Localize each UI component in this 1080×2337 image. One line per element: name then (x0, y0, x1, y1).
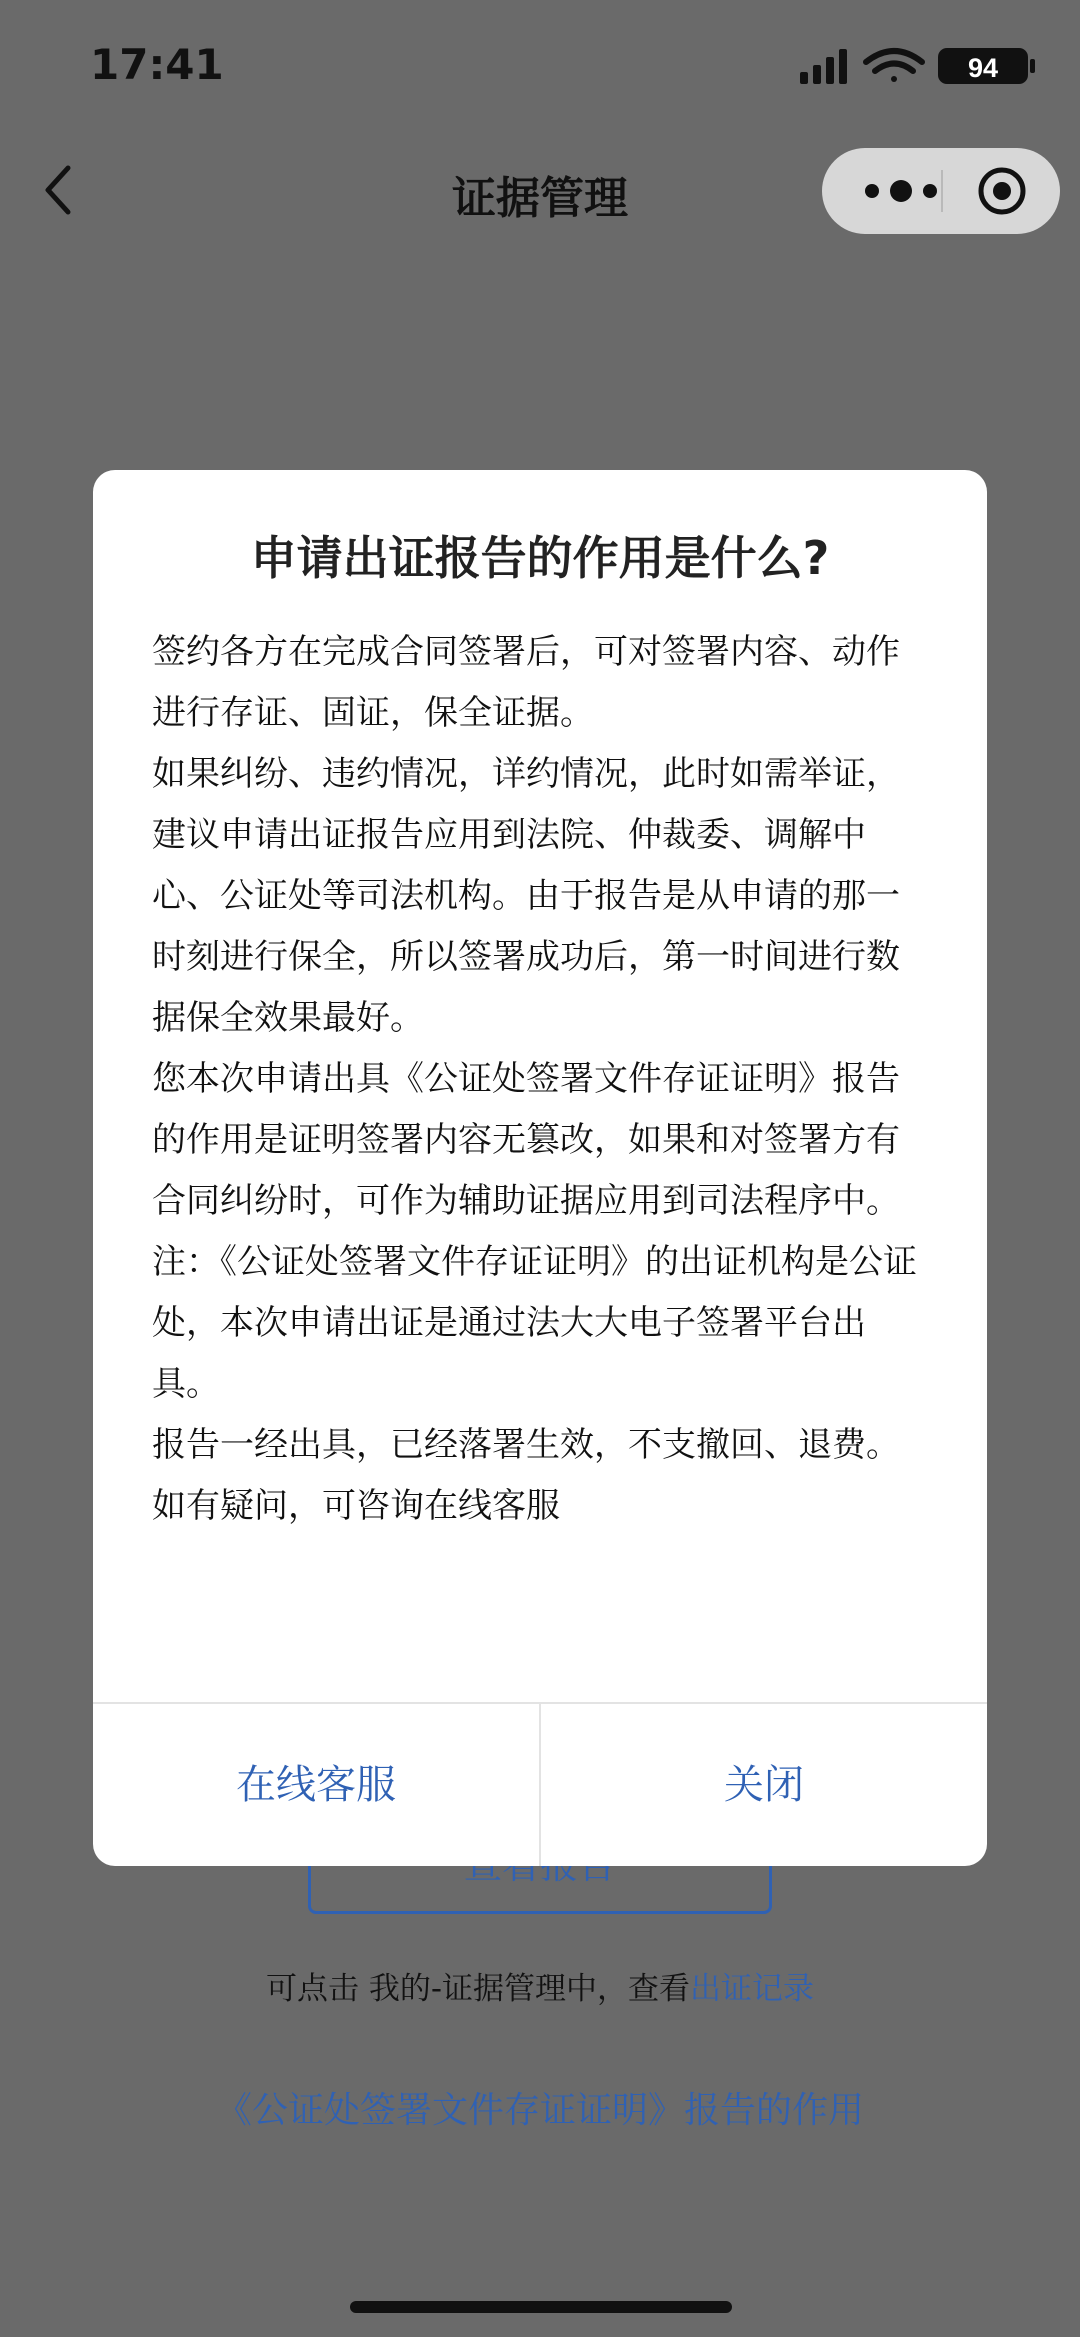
battery-level: 94 (967, 53, 999, 83)
dialog-body: 签约各方在完成合同签署后，可对签署内容、动作进行存证、固证，保全证据。 如果纠纷、违约情况，详约情况，此时如需举证，建议申请出证报告应用到法院、仲裁委、调解中心、公证处等司法机构。由于报告是从申请的那一时刻进行保全，所以签署成功后，第一时间进行数据保全效果最好。 您本次申请出具《公证处签署文件存证证明》报告的作用是证明签署内容无篡改，如果和对签署方有合同纠纷时，可作为辅助证据应用到司法程序中。 注：《公证处签署文件存证证明》的出证机构是公证处，本次申请出证是通过法大大电子签署平台出具。 报告一经出具，已经落署生效，不支撤回、退费。 如有疑问，可咨询在线客服 (152, 632, 917, 1526)
home-indicator[interactable] (350, 2301, 732, 2313)
report-purpose-link[interactable]: 《公证处签署文件存证证明》报告的作用 (215, 2090, 864, 2131)
capsule-divider (941, 170, 943, 212)
wifi-icon (866, 51, 922, 82)
certificate-record-link[interactable]: 出证记录 (690, 1971, 815, 2007)
signal-icon (800, 49, 847, 84)
mini-program-capsule (822, 148, 1060, 234)
status-time: 17:41 (90, 40, 224, 89)
close-button[interactable]: 关闭 (724, 1762, 804, 1808)
nav-bar (0, 140, 1080, 240)
online-service-button[interactable]: 在线客服 (93, 1704, 541, 1866)
dialog-title: 申请出证报告的作用是什么? (250, 531, 830, 585)
hint-text: 可点击 我的-证据管理中，查看 (265, 1971, 691, 2007)
more-dots-icon[interactable] (858, 172, 944, 210)
info-dialog (93, 470, 987, 1866)
dialog-footer (93, 1702, 987, 1866)
target-circle-icon[interactable] (976, 165, 1028, 217)
status-icons (798, 46, 1038, 86)
page-title: 证据管理 (452, 173, 628, 224)
battery-icon (938, 48, 1035, 84)
record-hint (0, 1963, 1080, 2008)
status-bar (0, 0, 1080, 130)
